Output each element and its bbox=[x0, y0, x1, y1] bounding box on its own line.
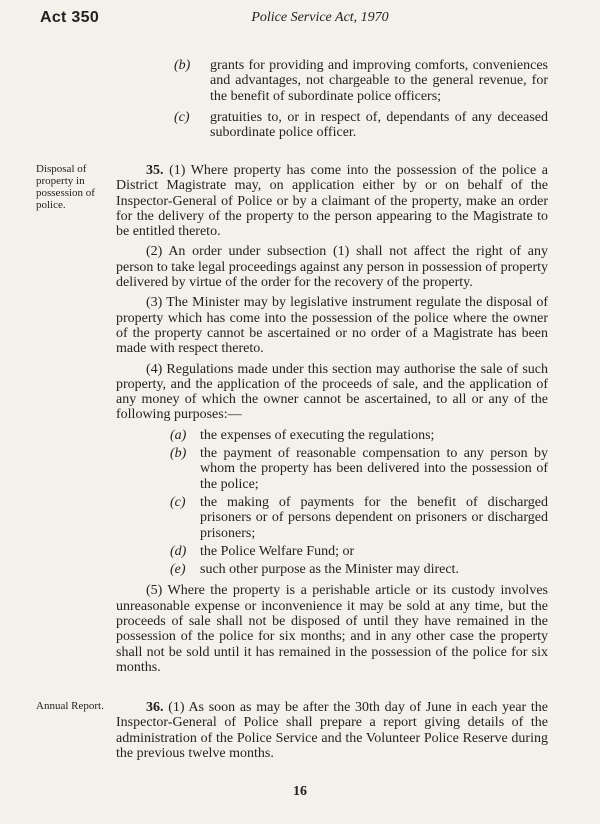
list-item: (c) the making of payments for the benefit of discharged prisoners or of persons dependent on prisoners or discharged prisoners; bbox=[170, 494, 548, 541]
act-title: Police Service Act, 1970 bbox=[251, 10, 389, 25]
section-35-para-4: (4) Regulations made under this section may authorise the sale of such property, and the application of the proceeds of sale, and the application of any money of which the owner cannot be ascertained, to all or any of the following purposes:— bbox=[116, 361, 548, 423]
section-36-para-1: 36. (1) As soon as may be after the 30th day of June in each year the Inspector-General of Police shall prepare a report giving details of the administration of the Police Service and the Volunteer Police Reserve during the previous twelve months. bbox=[116, 700, 549, 761]
section-35-para-5: (5) Where the property is a perishable article or its custody involves unreasonable expense or inconvenience it may be sold at any time, but the proceeds of sale shall not be disposed of until they have remained in the possession of the police for six months; and in any other case the property shall not be sold until it has remained in the possession of the police for six months. bbox=[116, 583, 548, 675]
margin-note-disposal: Disposal of property in possession of police. bbox=[36, 163, 95, 211]
section-number: 36. bbox=[146, 700, 164, 715]
section-36 bbox=[116, 700, 548, 766]
list-item: (c) gratuities to, or in respect of, dependants of any deceased subordinate police officer. bbox=[174, 109, 548, 141]
purpose-list bbox=[170, 428, 548, 578]
page-number: 16 bbox=[293, 784, 307, 799]
list-item: (d) the Police Welfare Fund; or bbox=[170, 543, 355, 559]
section-35-para-3: (3) The Minister may by legislative instrument regulate the disposal of property which has come into the possession of the police where the owner of the property cannot be ascertained or no order of a Magistrate has been made with respect thereto. bbox=[116, 295, 548, 357]
list-item: (b) grants for providing and improving comforts, conveniences and advantages, not chargeable to the general revenue, for the benefit of subordinate police officers; bbox=[174, 58, 548, 104]
section-35-para-1: 35. (1) Where property has come into the possession of the police a District Magistrate may, on application either by or on behalf of the Inspector-General of Police or by a claimant of the property, make an order for the delivery of the property to the person appearing to the Magistrate to be entitled thereto. bbox=[116, 163, 548, 240]
section-35 bbox=[116, 163, 548, 680]
act-label: Act 350 bbox=[40, 9, 100, 26]
margin-note-annual-report: Annual Report. bbox=[36, 700, 104, 712]
section-35-para-2: (2) An order under subsection (1) shall not affect the right of any person to take legal proceedings against any person in possession of property delivered by virtue of the order for the recovery of the property. bbox=[116, 244, 548, 291]
list-item: (e) such other purpose as the Minister may direct. bbox=[170, 562, 459, 578]
section-number: 35. bbox=[146, 163, 164, 178]
list-item: (a) the expenses of executing the regulations; bbox=[170, 427, 435, 443]
list-item: (b) the payment of reasonable compensation to any person by whom the property has been delivered into the possession of the police; bbox=[170, 446, 548, 492]
continued-items bbox=[174, 58, 548, 144]
